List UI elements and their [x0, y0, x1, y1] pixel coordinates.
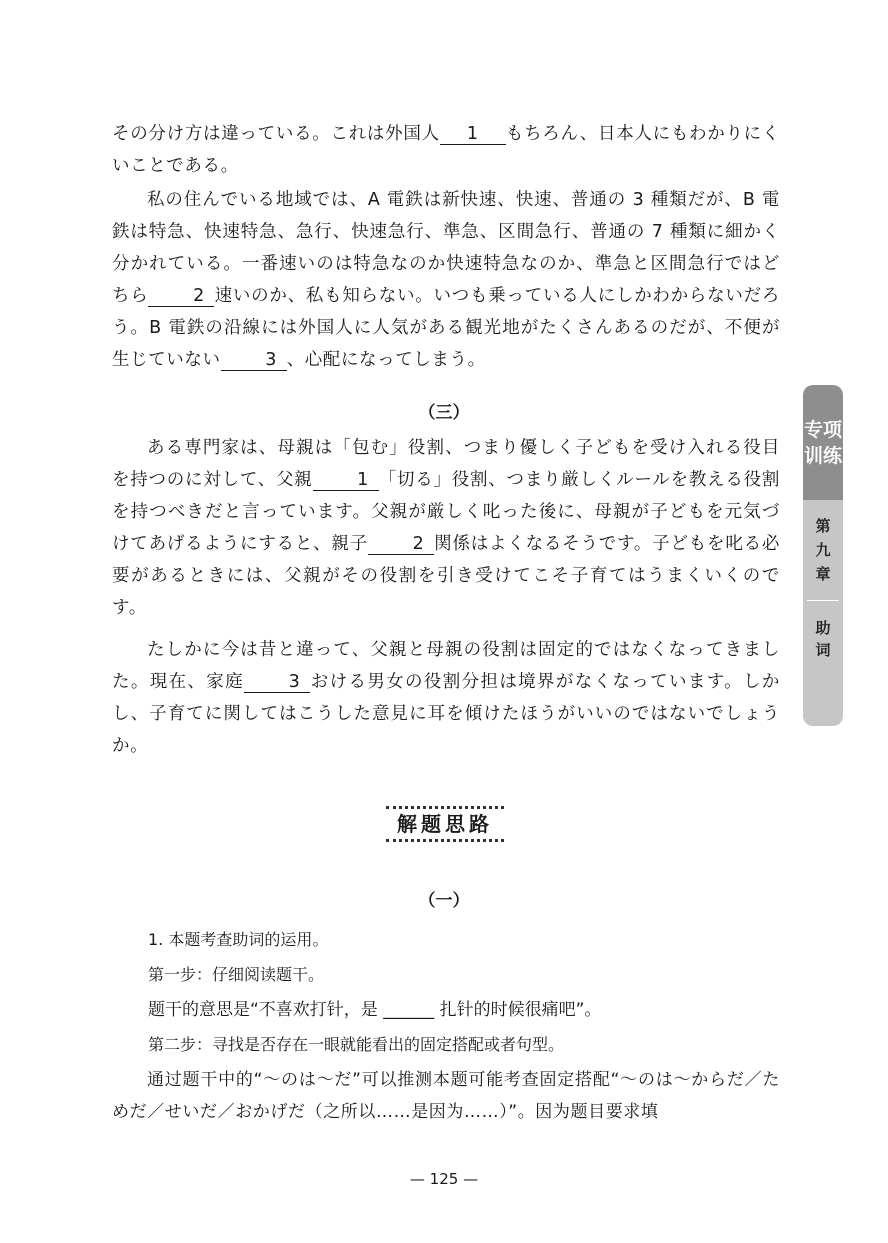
section-heading: （一）: [418, 891, 470, 911]
passage-paragraph: [112, 432, 780, 624]
blank-number: 1: [466, 124, 479, 144]
passage-text: ある専門家は、母親は「包む」役割、つまり優しく子どもを受け入れる役目を持つのに対して、父親: [112, 438, 780, 490]
analysis-content: 通过题干中的“～のは～だ”可以推测本题可能考查固定搭配“～のは～からだ／ためだ／せいだ／おかげだ（之所以……是因为……）”。因为题目要求填: [112, 1070, 780, 1122]
banner-title: 解题思路: [397, 812, 493, 836]
step-text: 第一步：仔细阅读题干。: [148, 965, 325, 984]
blank-number: 3: [265, 350, 277, 370]
passage-text: たしかに今は昔と違って、父親と母親の役割は固定的ではなくなってきました。現在、家庭: [112, 640, 780, 692]
section-heading: （三）: [418, 403, 470, 423]
analysis-text: [112, 1064, 780, 1128]
passage-text: 「切る」役割、つまり厳しくルールを教える役割を持つべきだと言っています。父親が厳しく叱った後に、母親が子どもを元気づけてあげるようにすると、親子: [112, 470, 780, 554]
tab-text: 词: [815, 641, 831, 659]
tab-text: 第: [815, 517, 831, 535]
passage-paragraph: [112, 634, 780, 762]
tab-text: 章: [815, 565, 831, 583]
question-title: 1. 本题考查助词的运用。: [148, 930, 329, 949]
answer-blank-1: [440, 124, 506, 145]
blank-number: 2: [412, 534, 425, 554]
answer-blank-2: [368, 534, 434, 555]
page-number: — 125 —: [409, 1170, 479, 1188]
passage-paragraph: [112, 118, 780, 182]
chapter-tab-detail: [803, 500, 843, 726]
passage-text: もちろん、日本人にもわかりにくいことである。: [112, 124, 780, 176]
answer-blank-2: [148, 286, 214, 307]
answer-blank-3: [221, 350, 287, 371]
passage-text: 、心配になってしまう。: [286, 350, 486, 370]
tab-text: 专项: [803, 418, 842, 441]
meaning-text: 题干的意思是“不喜欢打针，是 ______ 扎针的时候很痛吧”。: [148, 1000, 602, 1020]
answer-blank-3: [244, 672, 310, 693]
tab-text: 助: [815, 619, 831, 637]
chapter-tab-category: [803, 385, 843, 500]
passage-text: その分け方は違っている。これは外国人: [112, 124, 440, 144]
tab-text: 训练: [803, 444, 842, 467]
tab-text: 九: [815, 541, 831, 559]
passage-text: 私の住んでいる地域では、A 電鉄は新快速、快速、普通の 3 種類だが、B 電鉄は特急、快速特急、急行、快速急行、準急、区間急行、普通の 7 種類に細かく分かれている。一番速いのは特急なのか快速特急なのか、準急と区間急行ではどちら: [112, 190, 780, 306]
dotted-rule: [386, 839, 504, 842]
passage-text: 速いのか、私も知らない。いつも乗っている人にしかわからないだろう。B 電鉄の沿線には外国人に人気がある観光地がたくさんあるのだが、不便が生じていない: [112, 286, 780, 370]
answer-blank-1: [313, 470, 379, 491]
passage-text: おける男女の役割分担は境界がなくなっています。しかし、子育てに関してはこうした意見に耳を傾けたほうがいいのではないでしょうか。: [112, 672, 780, 756]
section-banner: [384, 806, 506, 844]
passage-paragraph: [112, 184, 780, 376]
passage-text: 関係はよくなるそうです。子どもを叱る必要があるときには、父親がその役割を引き受けてこそ子育てはうまくいくのです。: [112, 534, 780, 618]
step-text: 第二步：寻找是否存在一眼就能看出的固定搭配或者句型。: [148, 1035, 565, 1054]
blank-number: 3: [288, 672, 301, 692]
blank-number: 1: [357, 470, 369, 490]
blank-number: 2: [193, 286, 205, 306]
